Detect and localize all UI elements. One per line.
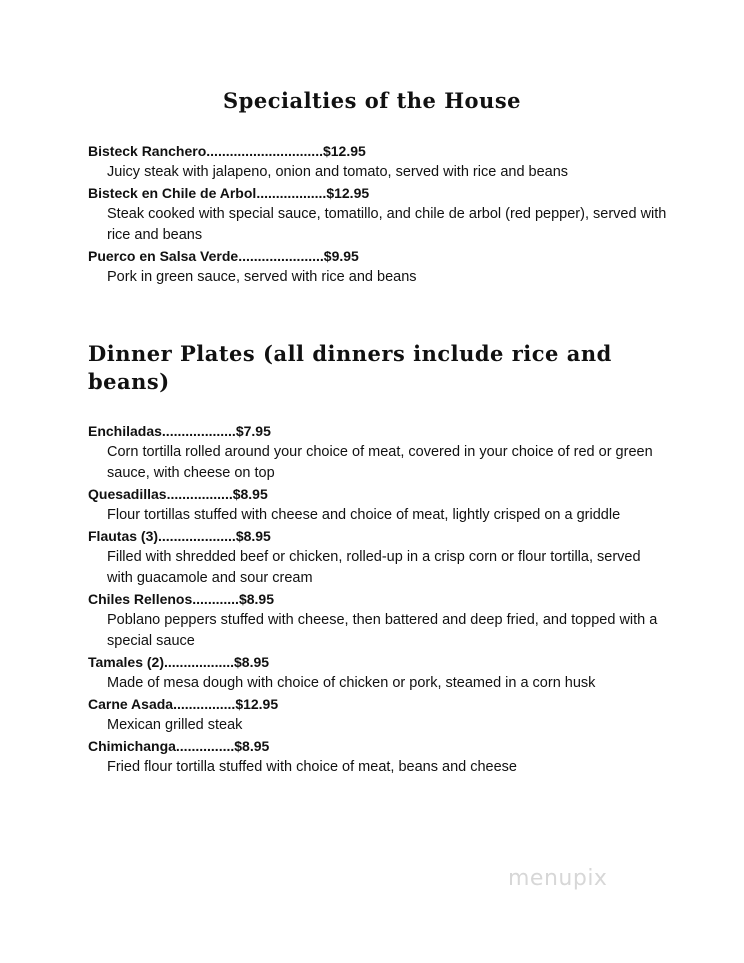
item-description: Juicy steak with jalapeno, onion and tomato, served with rice and beans (107, 164, 569, 180)
watermark: menupix (508, 866, 608, 891)
section-title-specialties: Specialties of the House (222, 88, 522, 113)
item-description: Pork in green sauce, served with rice and beans (107, 269, 417, 285)
item-name: Carne Asada (88, 696, 174, 712)
item-price: $12.95 (322, 143, 366, 159)
item-dots: ................ (173, 696, 236, 712)
item-name: Chiles Rellenos (88, 591, 193, 607)
item-dots: ...................... (238, 248, 324, 264)
item-price: $8.95 (234, 738, 270, 754)
item-name: Bisteck en Chile de Arbol (88, 185, 257, 201)
list-item (88, 246, 668, 288)
item-name: Flautas (3) (88, 528, 159, 544)
list-item (88, 141, 668, 183)
item-description: Corn tortilla rolled around your choice of meat, covered in your choice of red or green sauce, with cheese on top (107, 444, 653, 481)
section-title-dinner-plates: Dinner Plates (all dinners include rice and beans) (88, 341, 612, 394)
item-dots: .................... (158, 528, 236, 544)
item-heading (88, 421, 668, 442)
item-price: $12.95 (235, 696, 279, 712)
list-item (88, 183, 668, 246)
list-item (88, 484, 668, 526)
item-description: Poblano peppers stuffed with cheese, then battered and deep fried, and topped with a special sauce (107, 612, 658, 649)
item-heading (88, 694, 668, 715)
item-price: $8.95 (235, 528, 271, 544)
item-heading (88, 526, 668, 547)
item-dots: ................. (166, 486, 233, 502)
item-dots: ............ (192, 591, 239, 607)
item-name: Chimichanga (88, 738, 176, 754)
item-name: Bisteck Ranchero (88, 143, 207, 159)
item-heading (88, 736, 668, 757)
item-description: Made of mesa dough with choice of chicken or pork, steamed in a corn husk (107, 675, 596, 691)
item-description: Steak cooked with special sauce, tomatillo, and chile de arbol (red pepper), served with rice and beans (107, 206, 667, 243)
item-dots: ............... (175, 738, 235, 754)
item-description: Fried flour tortilla stuffed with choice of meat, beans and cheese (107, 759, 517, 775)
list-item (88, 694, 668, 736)
item-price: $8.95 (238, 591, 274, 607)
item-dots: ................... (161, 423, 236, 439)
item-heading (88, 183, 668, 204)
item-name: Tamales (2) (88, 654, 164, 670)
item-heading (88, 141, 668, 162)
item-heading (88, 484, 668, 505)
item-name: Enchiladas (88, 423, 162, 439)
item-heading (88, 589, 668, 610)
item-price: $8.95 (234, 654, 270, 670)
dinner-plates-list (88, 421, 668, 778)
list-item (88, 421, 668, 484)
list-item (88, 526, 668, 589)
item-description: Mexican grilled steak (107, 717, 243, 733)
item-dots: .................. (256, 185, 327, 201)
item-description: Filled with shredded beef or chicken, rolled-up in a crisp corn or flour tortilla, served with guacamole and sour cream (107, 549, 641, 586)
list-item (88, 736, 668, 778)
item-dots: .................. (164, 654, 235, 670)
list-item (88, 589, 668, 652)
item-price: $8.95 (232, 486, 268, 502)
item-dots: .............................. (206, 143, 323, 159)
item-name: Puerco en Salsa Verde (88, 248, 239, 264)
list-item (88, 652, 668, 694)
item-heading (88, 246, 668, 267)
item-heading (88, 652, 668, 673)
item-price: $12.95 (326, 185, 370, 201)
item-description: Flour tortillas stuffed with cheese and choice of meat, lightly crisped on a griddle (107, 507, 621, 523)
item-price: $9.95 (323, 248, 359, 264)
item-name: Quesadillas (88, 486, 167, 502)
specialties-list (88, 141, 668, 288)
item-price: $7.95 (235, 423, 271, 439)
